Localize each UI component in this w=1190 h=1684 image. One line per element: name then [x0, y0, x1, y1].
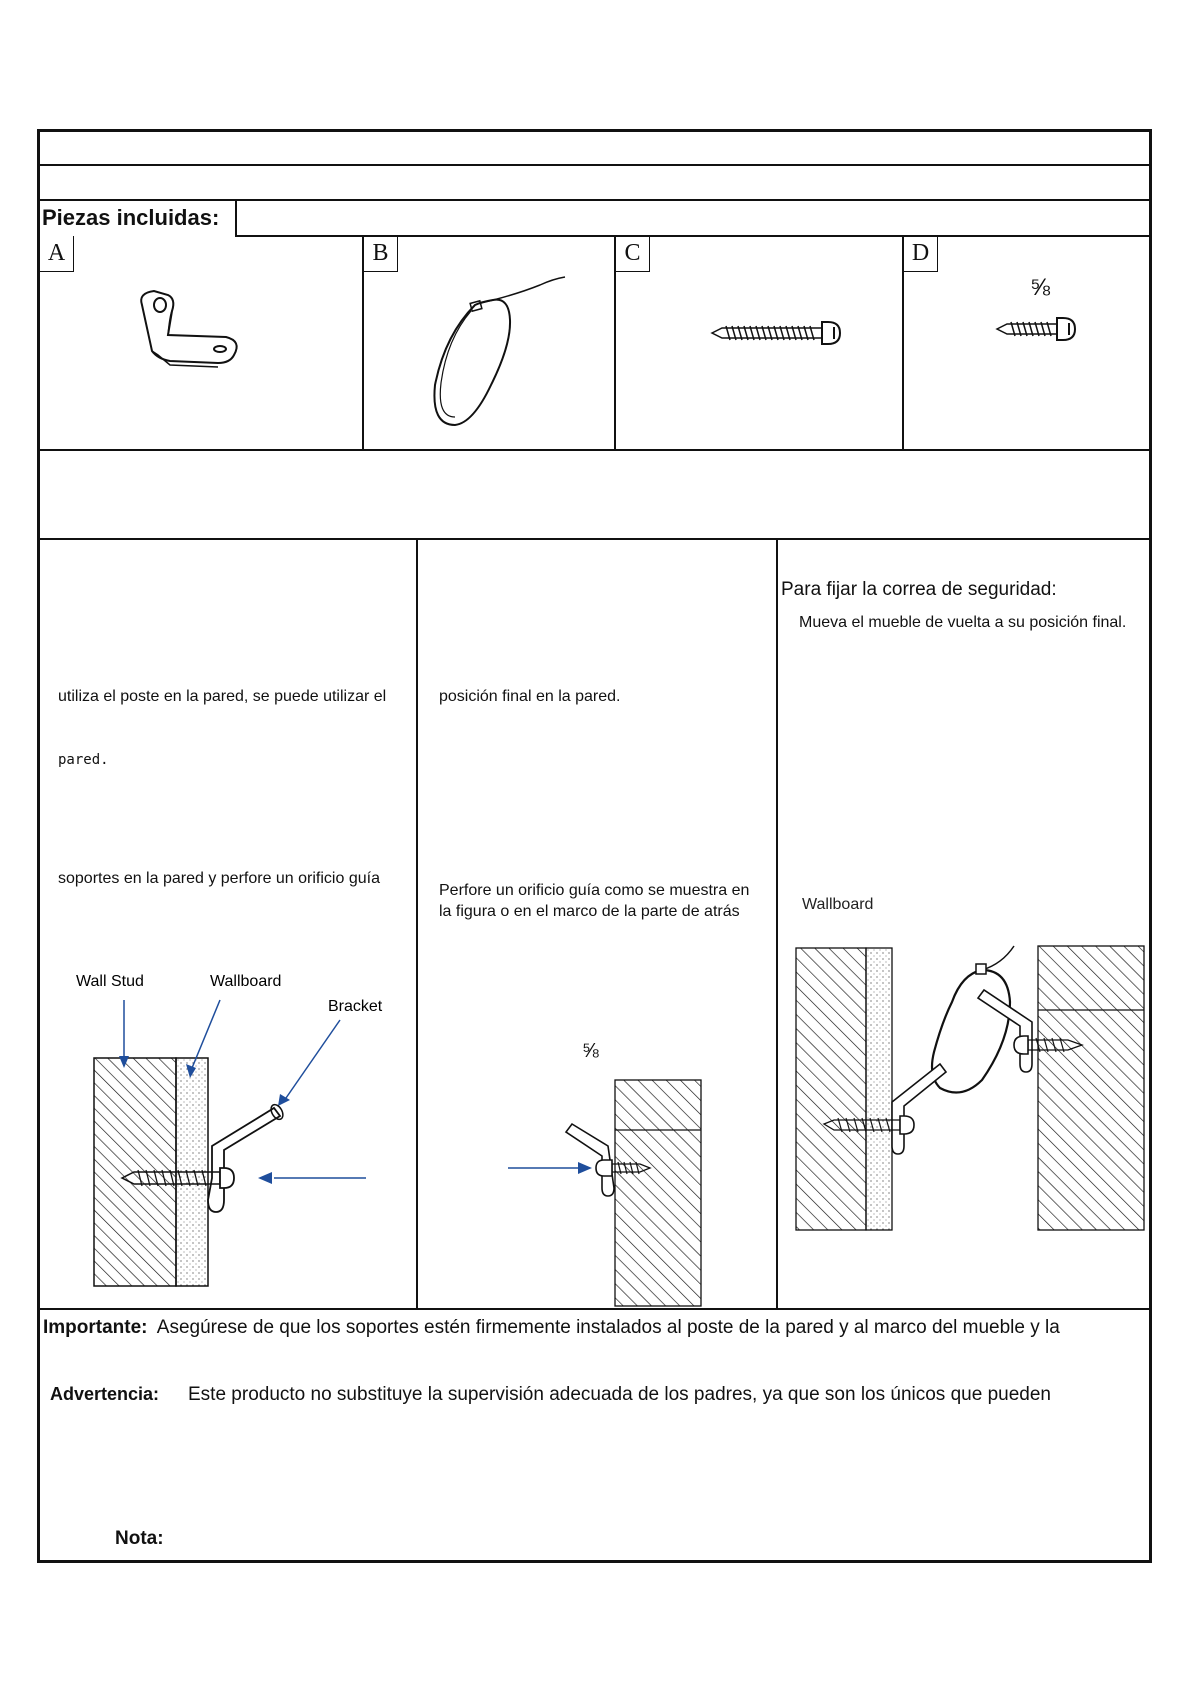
col1-text-1: utiliza el poste en la pared, se puede utilizar el: [58, 688, 387, 705]
part-label-d: D: [904, 236, 938, 272]
col2-text-1: posición final en la pared.: [439, 688, 621, 705]
col2-text-2a: Perfore un orificio guía como se muestra en: [439, 882, 750, 899]
part-label-b: B: [364, 236, 398, 272]
col1-text-2: pared.: [58, 752, 109, 768]
parts-title-divider: [235, 199, 237, 235]
important-notice: [43, 1317, 1060, 1339]
parts-title: Piezas incluidas:: [42, 205, 220, 230]
parts-row-bottom: [37, 449, 1152, 451]
important-text: Asegúrese de que los soportes estén firmemente instalados al poste de la pared y al marco del mueble y la: [156, 1317, 1060, 1338]
note-label: Nota:: [115, 1528, 164, 1549]
warning-text: Este producto no substituye la supervisión adecuada de los padres, ya que son los únicos que pueden: [188, 1384, 1051, 1405]
steps-divider-1: [416, 538, 418, 1308]
steps-divider-2: [776, 538, 778, 1308]
bracket-label: Bracket: [328, 998, 383, 1015]
warning-label: Advertencia:: [50, 1384, 160, 1404]
col2-installation-figure: [500, 1070, 720, 1310]
col2-text-2b: la figura o en el marco de la parte de atrás: [439, 903, 740, 920]
col1-text-3: soportes en la pared y perfore un orificio guía: [58, 870, 380, 887]
header-divider-1: [37, 164, 1152, 166]
steps-top: [37, 538, 1152, 540]
wallboard-label: Wallboard: [210, 973, 282, 990]
part-label-c: C: [616, 236, 650, 272]
col1-installation-figure: [60, 960, 410, 1290]
long-screw-icon: [710, 316, 850, 350]
important-label: Importante:: [43, 1317, 148, 1338]
col3-installation-figure: [792, 940, 1147, 1240]
part-label-a: A: [40, 236, 74, 272]
header-divider-2: [37, 199, 1152, 201]
safety-strap-icon: [415, 275, 575, 435]
short-screw-size: ⅝: [1030, 274, 1051, 301]
col3-wallboard-label: Wallboard: [802, 896, 874, 913]
bracket-icon: [130, 285, 260, 395]
short-screw-icon: [995, 312, 1085, 346]
wall-stud-label: Wall Stud: [76, 973, 144, 990]
col2-screw-size: ⅝: [582, 1040, 599, 1062]
col3-text-1: Mueva el mueble de vuelta a su posición final.: [799, 614, 1127, 631]
col3-heading: Para fijar la correa de seguridad:: [781, 579, 1057, 600]
